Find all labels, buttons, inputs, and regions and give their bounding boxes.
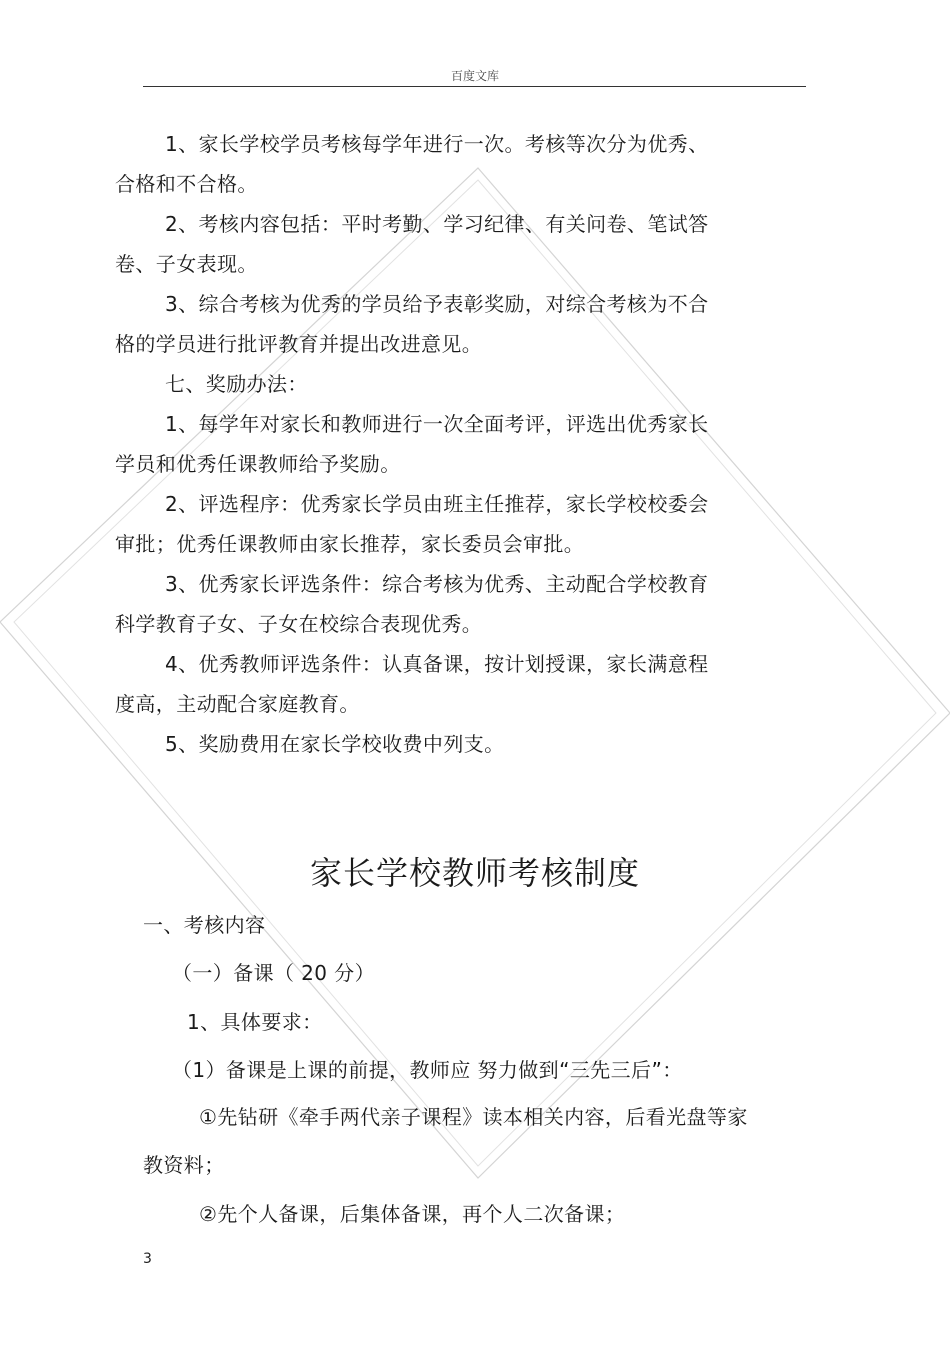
paragraph-line: 合格和不合格。 — [115, 172, 258, 196]
page-number: 3 — [143, 1251, 152, 1267]
paragraph-line: ②先个人备课，后集体备课，再个人二次备课； — [199, 1202, 626, 1226]
paragraph-line: 5、奖励费用在家长学校收费中列支。 — [165, 732, 505, 756]
paragraph-line: 2、考核内容包括：平时考勤、学习纪律、有关问卷、笔试答 — [165, 212, 709, 236]
paragraph-line: 格的学员进行批评教育并提出改进意见。 — [115, 332, 483, 356]
paragraph-line: 度高，主动配合家庭教育。 — [115, 692, 360, 716]
paragraph-line: 审批；优秀任课教师由家长推荐，家长委员会审批。 — [115, 532, 585, 556]
paragraph-line: 4、优秀教师评选条件：认真备课，按计划授课，家长满意程 — [165, 652, 709, 676]
paragraph-line: 科学教育子女、子女在校综合表现优秀。 — [115, 612, 483, 636]
paragraph-line: ①先钻研《牵手两代亲子课程》读本相关内容，后看光盘等家 — [199, 1105, 748, 1129]
paragraph-line: 1、每学年对家长和教师进行一次全面考评，评选出优秀家长 — [165, 412, 709, 436]
paragraph-line: 1、家长学校学员考核每学年进行一次。考核等次分为优秀、 — [165, 132, 709, 156]
section-heading: 一、考核内容 — [143, 913, 266, 937]
paragraph-line: 2、评选程序：优秀家长学员由班主任推荐，家长学校校委会 — [165, 492, 709, 516]
section-heading: 七、奖励办法： — [165, 372, 308, 396]
paragraph-line: 教资料； — [143, 1153, 225, 1177]
paragraph-line: 1、具体要求： — [187, 1010, 323, 1034]
subsection-heading: （一）备课（ 20 分） — [172, 961, 375, 985]
paragraph-line: 卷、子女表现。 — [115, 252, 258, 276]
paragraph-line: （1）备课是上课的前提，教师应 努力做到“三先三后”： — [172, 1058, 683, 1082]
paragraph-line: 学员和优秀任课教师给予奖励。 — [115, 452, 401, 476]
paragraph-line: 3、综合考核为优秀的学员给予表彰奖励，对综合考核为不合 — [165, 292, 709, 316]
header-rule — [143, 86, 806, 87]
header-label: 百度文库 — [450, 69, 499, 83]
paragraph-line: 3、优秀家长评选条件：综合考核为优秀、主动配合学校教育 — [165, 572, 709, 596]
document-title: 家长学校教师考核制度 — [309, 854, 640, 892]
